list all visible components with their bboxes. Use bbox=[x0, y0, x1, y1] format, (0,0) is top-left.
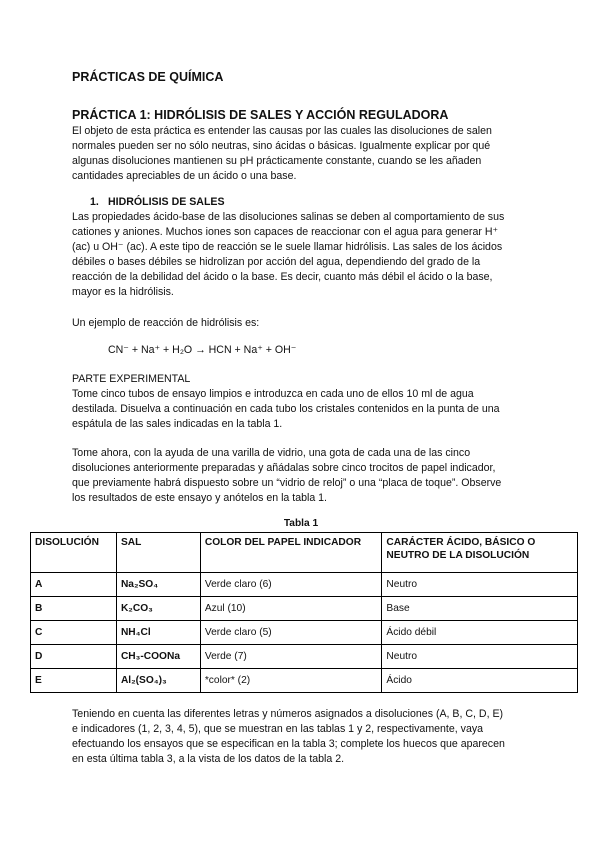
experimental-paragraph bbox=[72, 387, 530, 432]
section-number: 1. bbox=[90, 196, 99, 208]
header-color: COLOR DEL PAPEL INDICADOR bbox=[200, 533, 382, 573]
practice-title: PRÁCTICA 1: HIDRÓLISIS DE SALES Y ACCIÓN REGULADORA bbox=[72, 108, 449, 122]
table-row bbox=[31, 621, 578, 645]
cell-sal: K₂CO₃ bbox=[116, 597, 200, 621]
intro-line: El objeto de esta práctica es entender las causas por las cuales las disoluciones de salen bbox=[72, 125, 492, 137]
observation-line: Tome ahora, con la ayuda de una varilla de vidrio, una gota de cada una de las cinco bbox=[72, 447, 471, 459]
final-line: en esta última tabla 3, a la vista de los datos de la tabla 2. bbox=[72, 753, 345, 765]
section-line: mayor es la hidrólisis. bbox=[72, 286, 174, 298]
section-line: reacción de la debilidad del ácido o la base. Es decir, cuanto más débil el ácido o la base, bbox=[72, 271, 493, 283]
cell-sal: NH₄Cl bbox=[116, 621, 200, 645]
intro-line: algunas disoluciones mantienen su pH prácticamente constante, cuando se les añaden bbox=[72, 155, 482, 167]
cell-disolucion: D bbox=[31, 645, 117, 669]
section-line: (ac) u OH⁻ (ac). A este tipo de reacción se le suele llamar hidrólisis. Las sales de los ácidos bbox=[72, 241, 503, 253]
section-paragraph bbox=[72, 210, 530, 300]
cell-disolucion: A bbox=[31, 573, 117, 597]
cell-color: Verde (7) bbox=[200, 645, 382, 669]
table-header-row bbox=[31, 533, 578, 573]
intro-line: normales pueden ser no sólo neutras, sino ácidas o básicas. Igualmente explicar por qué bbox=[72, 140, 491, 152]
table-title: Tabla 1 bbox=[283, 518, 319, 529]
section-heading bbox=[90, 195, 225, 210]
observation-line: que previamente habrá dispuesto sobre un “vidrio de reloj” o una “placa de toque”. Observe bbox=[72, 477, 502, 489]
header-disolucion: DISOLUCIÓN bbox=[31, 533, 117, 573]
section-line: cationes y aniones. Muchos iones son capaces de reaccionar con el agua para generar H⁺ bbox=[72, 226, 499, 238]
table-row bbox=[31, 573, 578, 597]
results-table bbox=[30, 532, 578, 693]
cell-color: *color* (2) bbox=[200, 669, 382, 693]
experimental-heading: PARTE EXPERIMENTAL bbox=[72, 373, 191, 385]
experimental-line: destilada. Disuelva a continuación en cada tubo los cristales contenidos en la punta de una bbox=[72, 403, 500, 415]
cell-sal: Al₂(SO₄)₃ bbox=[116, 669, 200, 693]
cell-sal: Na₂SO₄ bbox=[116, 573, 200, 597]
observation-line: disoluciones anteriormente preparadas y añádalas sobre cinco trocitos de papel indicador, bbox=[72, 462, 496, 474]
cell-disolucion: E bbox=[31, 669, 117, 693]
cell-disolucion: C bbox=[31, 621, 117, 645]
page-title: PRÁCTICAS DE QUÍMICA bbox=[72, 70, 224, 84]
section-line: Las propiedades ácido-base de las disoluciones salinas se deben al comportamiento de sus bbox=[72, 211, 505, 223]
experimental-line: Tome cinco tubos de ensayo limpios e introduzca en cada uno de ellos 10 ml de agua bbox=[72, 388, 474, 400]
cell-caracter: Base bbox=[382, 597, 578, 621]
header-sal: SAL bbox=[116, 533, 200, 573]
cell-caracter: Neutro bbox=[382, 573, 578, 597]
table-row bbox=[31, 597, 578, 621]
experimental-line: espátula de las sales indicadas en la tabla 1. bbox=[72, 418, 283, 430]
cell-color: Verde claro (6) bbox=[200, 573, 382, 597]
cell-caracter: Ácido bbox=[382, 669, 578, 693]
hydrolysis-equation: CN⁻ + Na⁺ + H₂O → HCN + Na⁺ + OH⁻ bbox=[108, 344, 297, 356]
final-line: e indicadores (1, 2, 3, 4, 5), que se muestran en las tablas 1 y 2, respectivamente, vaya bbox=[72, 723, 484, 735]
cell-caracter: Neutro bbox=[382, 645, 578, 669]
intro-paragraph bbox=[72, 124, 530, 184]
cell-disolucion: B bbox=[31, 597, 117, 621]
intro-line: cantidades apreciables de un ácido o una base. bbox=[72, 170, 297, 182]
observation-paragraph bbox=[72, 446, 530, 506]
table-row bbox=[31, 669, 578, 693]
final-line: efectuando los ensayos que se especifican en la tabla 3; complete los huecos que aparecen bbox=[72, 738, 505, 750]
cell-caracter: Ácido débil bbox=[382, 621, 578, 645]
cell-color: Azul (10) bbox=[200, 597, 382, 621]
section-heading-text: HIDRÓLISIS DE SALES bbox=[108, 196, 225, 208]
final-line: Teniendo en cuenta las diferentes letras y números asignados a disoluciones (A, B, C, D, E) bbox=[72, 708, 504, 720]
observation-line: los resultados de este ensayo y anótelos en la tabla 1. bbox=[72, 492, 328, 504]
final-paragraph bbox=[72, 707, 530, 767]
example-intro: Un ejemplo de reacción de hidrólisis es: bbox=[72, 317, 260, 329]
section-line: débiles o bases débiles se hidrolizan por acción del agua, dependiendo del grado de la bbox=[72, 256, 481, 268]
header-caracter: CARÁCTER ÁCIDO, BÁSICO O NEUTRO DE LA DISOLUCIÓN bbox=[382, 533, 578, 573]
table-row bbox=[31, 645, 578, 669]
cell-sal: CH₃-COONa bbox=[116, 645, 200, 669]
cell-color: Verde claro (5) bbox=[200, 621, 382, 645]
